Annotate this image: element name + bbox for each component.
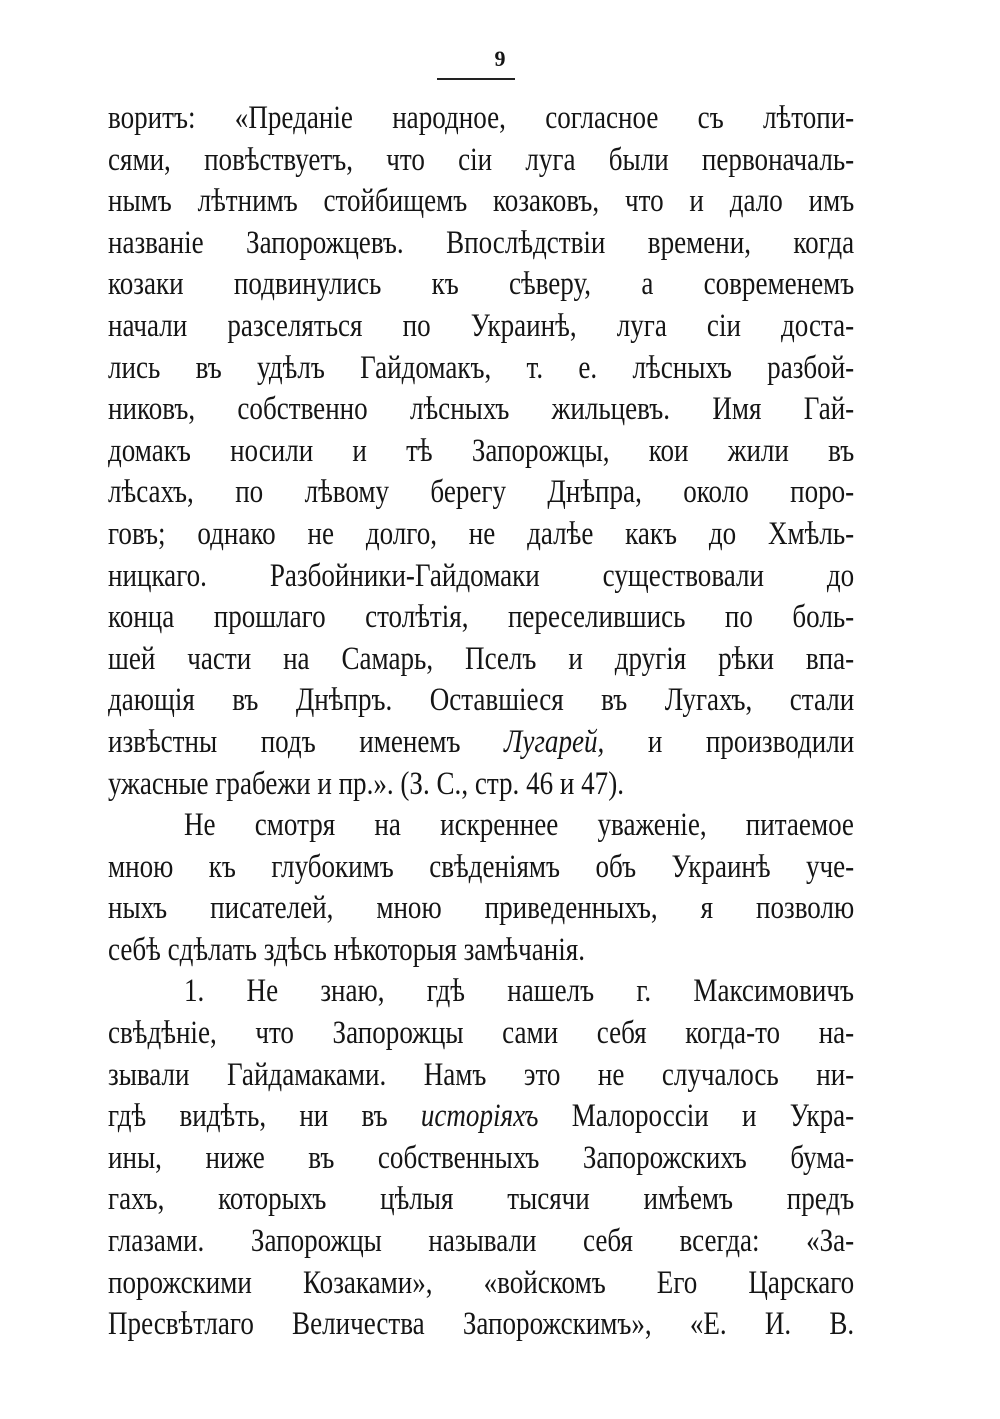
italic-text: Лугарей, xyxy=(504,723,605,760)
text-segment: 1. Не знаю, гдѣ нашелъ г. Максимовичъ xyxy=(184,973,854,1010)
text-line-content xyxy=(108,888,854,930)
text-line xyxy=(108,1179,854,1221)
text-line-content xyxy=(108,1138,854,1180)
text-segment: глазами. Запорожцы называли себя всегда: «За- xyxy=(108,1223,855,1260)
text-line xyxy=(108,348,854,390)
text-line xyxy=(108,764,854,806)
text-line xyxy=(108,930,854,972)
text-line xyxy=(108,181,854,223)
body-text xyxy=(108,98,854,1346)
text-segment: нымъ лѣтнимъ стойбищемъ козаковъ, что и дало имъ xyxy=(108,183,855,220)
text-segment: дающія въ Днѣпръ. Оставшіеся въ Лугахъ, стали xyxy=(108,682,855,719)
text-line xyxy=(108,805,854,847)
text-line xyxy=(108,1138,854,1180)
page-number-rule xyxy=(437,78,515,80)
text-segment: воритъ: «Преданіе народное, согласное съ лѣтопи- xyxy=(108,100,855,136)
text-line-content xyxy=(108,556,854,598)
text-line xyxy=(108,1055,854,1097)
text-segment: никовъ, собственно лѣсныхъ жильцевъ. Имя Гай- xyxy=(108,391,855,428)
text-line-content xyxy=(108,1055,854,1097)
text-segment: ужасные грабежи и пр.». (З. С., стр. 46 и 47). xyxy=(108,765,624,802)
text-segment: начали разселяться по Украинѣ, луга сіи доста- xyxy=(108,307,855,344)
text-segment: и производили xyxy=(604,723,855,760)
text-segment: лѣсахъ, по лѣвому берегу Днѣпра, около поро- xyxy=(108,474,855,511)
text-segment: извѣстны подъ именемъ xyxy=(108,723,505,760)
text-segment: ницкаго. Разбойники-Гайдомаки существовали до xyxy=(108,557,855,594)
text-line xyxy=(108,597,854,639)
text-line xyxy=(108,472,854,514)
text-line xyxy=(108,1304,854,1346)
text-line xyxy=(108,431,854,473)
text-segment: названіе Запорожцевъ. Впослѣдствіи времени, когда xyxy=(108,224,855,261)
text-line-content xyxy=(108,264,854,306)
text-line xyxy=(108,1221,854,1263)
text-line xyxy=(108,1096,854,1138)
text-line xyxy=(108,1013,854,1055)
text-line xyxy=(108,680,854,722)
text-line-content xyxy=(108,389,854,431)
text-segment: Не смотря на искреннее уваженіе, питаемое xyxy=(184,807,854,844)
page-number: 9 xyxy=(494,46,506,71)
text-segment: ныхъ писателей, мною приведенныхъ, я позволю xyxy=(108,890,855,927)
text-line-content xyxy=(108,1304,854,1346)
text-segment: конца прошлаго столѣтія, переселившись по боль- xyxy=(108,599,855,636)
text-line-content xyxy=(108,1221,854,1263)
text-line-content xyxy=(184,805,854,847)
text-line-content xyxy=(108,98,854,140)
text-line xyxy=(108,847,854,889)
text-line-content xyxy=(108,514,854,556)
text-line xyxy=(108,98,854,140)
text-segment: зывали Гайдамаками. Намъ это не случалось ни- xyxy=(108,1056,855,1093)
text-segment: домакъ носили и тѣ Запорожцы, кои жили въ xyxy=(108,432,855,469)
text-line xyxy=(108,639,854,681)
text-segment: мною къ глубокимъ свѣденіямъ объ Украинѣ уче- xyxy=(108,848,855,885)
text-line xyxy=(108,1263,854,1305)
text-line-content xyxy=(108,140,854,182)
text-line xyxy=(108,223,854,265)
text-line-content xyxy=(108,431,854,473)
text-line-content xyxy=(184,971,854,1013)
text-segment: Малороссіи и Укра- xyxy=(538,1098,855,1135)
text-line xyxy=(108,722,854,764)
text-line-content xyxy=(108,181,854,223)
text-segment: себѣ сдѣлать здѣсь нѣкоторыя замѣчанія. xyxy=(108,931,585,968)
text-line xyxy=(108,264,854,306)
text-line-content xyxy=(108,348,854,390)
text-line-content xyxy=(108,1179,854,1221)
text-line-content xyxy=(108,597,854,639)
text-segment: Пресвѣтлаго Величества Запорожскимъ», «Е. И. В. xyxy=(108,1306,855,1343)
text-line-content xyxy=(108,223,854,265)
text-line xyxy=(108,389,854,431)
text-line xyxy=(108,971,854,1013)
text-segment: порожскими Козаками», «войскомъ Его Царскаго xyxy=(108,1264,855,1301)
text-line-content xyxy=(108,722,854,764)
italic-text: исторіяхъ xyxy=(420,1098,539,1135)
text-segment: ины, ниже въ собственныхъ Запорожскихъ бума- xyxy=(108,1139,855,1176)
text-segment: говъ; однако не долго, не далѣе какъ до Хмѣль- xyxy=(108,515,855,552)
text-segment: лись въ удѣлъ Гайдомакъ, т. е. лѣсныхъ разбой- xyxy=(108,349,855,386)
text-segment: свѣдѣніе, что Запорожцы сами себя когда-то на- xyxy=(108,1015,855,1052)
text-line-content xyxy=(108,764,854,806)
text-line xyxy=(108,140,854,182)
text-line xyxy=(108,514,854,556)
text-line-content xyxy=(108,847,854,889)
text-segment: козаки подвинулись къ сѣверу, а современемъ xyxy=(108,266,855,303)
text-segment: гахъ, которыхъ цѣлыя тысячи имѣемъ предъ xyxy=(108,1181,855,1218)
text-segment: гдѣ видѣть, ни въ xyxy=(108,1098,421,1135)
text-line-content xyxy=(108,306,854,348)
text-line-content xyxy=(108,1013,854,1055)
text-line-content xyxy=(108,680,854,722)
text-segment: сями, повѣствуетъ, что сіи луга были первоначаль- xyxy=(108,141,855,178)
text-line-content xyxy=(108,1263,854,1305)
text-line xyxy=(108,556,854,598)
text-line-content xyxy=(108,472,854,514)
text-line xyxy=(108,888,854,930)
text-line xyxy=(108,306,854,348)
text-line-content xyxy=(108,639,854,681)
text-line-content xyxy=(108,1096,854,1138)
text-line-content xyxy=(108,930,854,972)
text-segment: шей части на Самарь, Пселъ и другія рѣки впа- xyxy=(108,640,855,677)
